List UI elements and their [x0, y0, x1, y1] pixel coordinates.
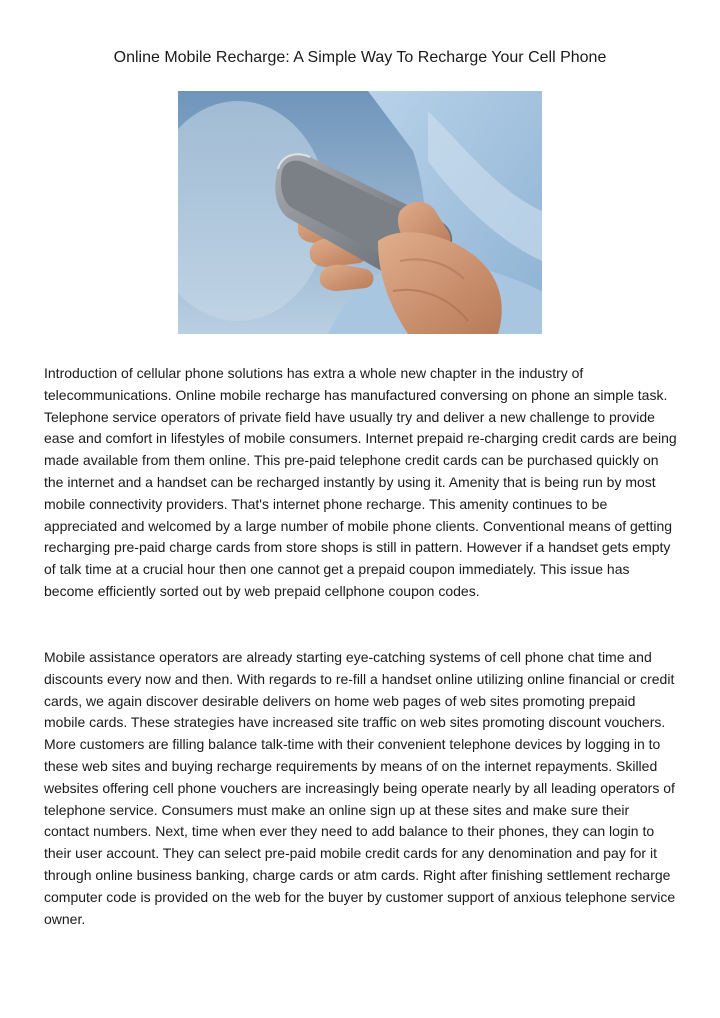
page-title: Online Mobile Recharge: A Simple Way To Recharge Your Cell Phone: [113, 49, 607, 66]
paragraph-introduction: Introduction of cellular phone solutions has extra a whole new chapter in the industry of telecommunications. Online mobile recharge has manufactured conversing on phone an simple task. Telephone service operators of private field have usually try and deliver a new challenge to provide ease and comfort in lifestyles of mobile consumers. Internet prepaid re-charging credit cards are being made available from them online. This pre-paid telephone credit cards can be purchased quickly on the internet and a handset can be recharged instantly by using it. Amenity that is being run by most mobile connectivity providers. That's internet phone recharge. This amenity continues to be appreciated and welcomed by a large number of mobile phone clients. Conventional means of getting recharging pre-paid charge cards from store shops is still in pattern. However if a handset gets empty of talk time at a crucial hour then one cannot get a prepaid coupon immediately. This issue has become efficiently sorted out by web prepaid cellphone coupon codes.: [44, 365, 677, 599]
hands-holding-smartphone-photo: [178, 91, 542, 334]
paragraph-operators: Mobile assistance operators are already starting eye-catching systems of cell phone chat time and discounts every now and then. With regards to re-fill a handset online utilizing online financial or credit cards, we again discover desirable delivers on home web pages of web sites promoting prepaid mobile cards. These strategies have increased site traffic on web sites promoting discount vouchers. More customers are filling balance talk-time with their convenient telephone devices by logging in to these web sites and buying recharge requirements by means of on the internet repayments. Skilled websites offering cell phone vouchers are increasingly being operate nearly by all leading operators of telephone service. Consumers must make an online sign up at these sites and make sure their contact numbers. Next, time when ever they need to add balance to their phones, they can login to their user account. They can select pre-paid mobile credit cards for any denomination and pay for it through online business banking, charge cards or atm cards. Right after finishing settlement recharge computer code is provided on the web for the buyer by customer support of anxious telephone service owner.: [44, 649, 676, 927]
hero-image: [178, 91, 542, 334]
